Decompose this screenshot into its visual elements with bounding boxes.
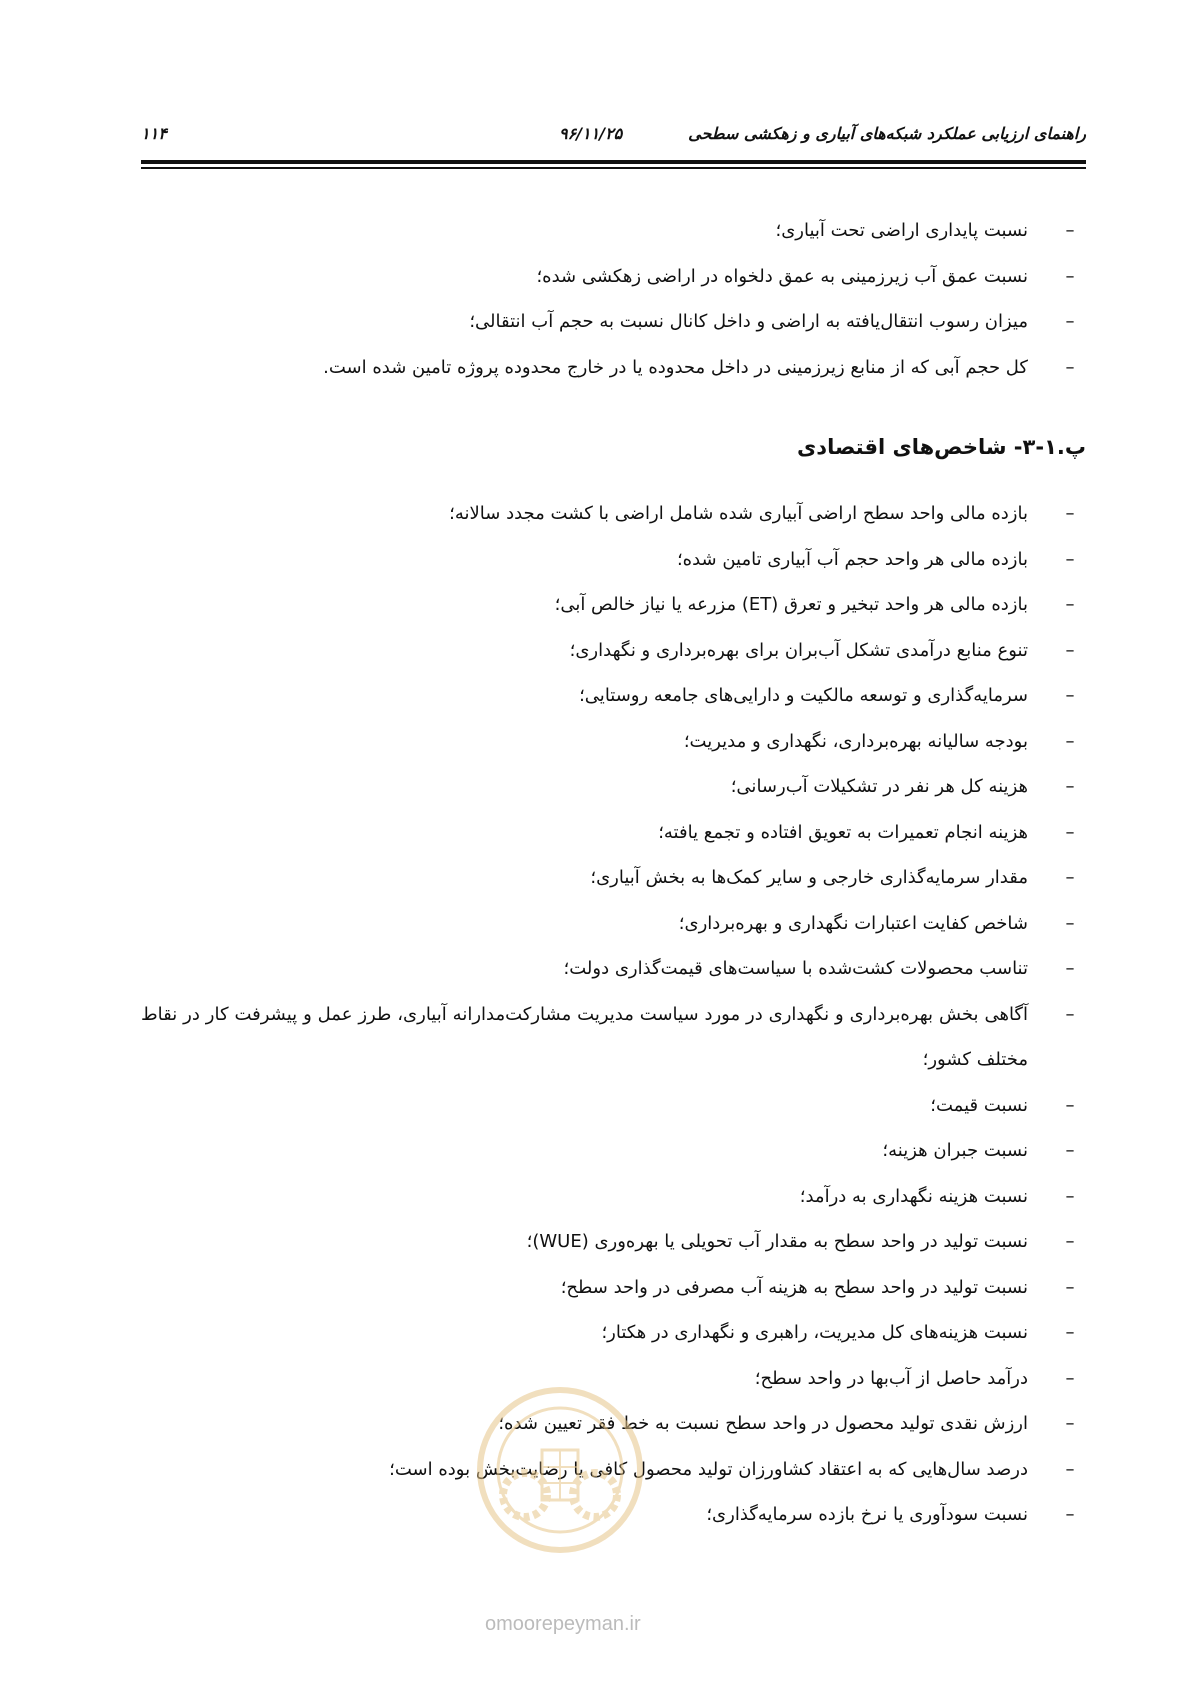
list-dash: – (1065, 1322, 1075, 1343)
list-item (141, 208, 1086, 254)
list-dash: – (1065, 311, 1075, 332)
page-header (141, 124, 1086, 152)
list-item (141, 254, 1086, 300)
list-item (141, 1174, 1086, 1220)
list-item-text: نسبت سودآوری یا نرخ بازده سرمایه‌گذاری؛ (706, 1504, 1028, 1525)
list-dash: – (1065, 912, 1075, 934)
list-dash: – (1065, 1140, 1075, 1161)
list-dash: – (1065, 1504, 1075, 1525)
list-item (141, 810, 1086, 856)
list-item-text: نسبت پایداری اراضی تحت آبیاری؛ (775, 220, 1028, 241)
list-item-text: هزینه کل هر نفر در تشکیلات آب‌رسانی؛ (730, 776, 1028, 797)
list-dash: – (1065, 1367, 1075, 1389)
list-dash: – (1065, 265, 1075, 287)
list-dash: – (1065, 685, 1075, 706)
list-item-text: بودجه سالیانه بهره‌برداری، نگهداری و مدیریت؛ (683, 730, 1028, 752)
list-item (141, 673, 1086, 719)
page-number: ۱۱۴ (141, 124, 167, 143)
list-dash: – (1065, 1003, 1075, 1025)
list-item-text: نسبت هزینه‌های کل مدیریت، راهبری و نگهداری در هکتار؛ (601, 1322, 1028, 1343)
list-dash: – (1065, 1185, 1075, 1207)
watermark-url: omoorepeyman.ir (485, 1613, 641, 1635)
header-rule-thin (141, 167, 1086, 169)
list-item (141, 901, 1086, 947)
list-dash: – (1065, 1231, 1075, 1252)
list-item-text: نسبت تولید در واحد سطح به مقدار آب تحویلی یا بهره‌وری (WUE)؛ (526, 1231, 1028, 1252)
list-dash: – (1065, 821, 1075, 843)
list-dash: – (1065, 776, 1075, 797)
list-item-text: ارزش نقدی تولید محصول در واحد سطح نسبت به خط فقر تعیین شده؛ (498, 1413, 1028, 1434)
list-dash: – (1065, 220, 1075, 241)
list-item (141, 1128, 1086, 1174)
list-item-text: بازده مالی واحد سطح اراضی آبیاری شده شامل اراضی با کشت مجدد سالانه؛ (449, 503, 1028, 524)
header-rule-thick (141, 160, 1086, 164)
list-dash: – (1065, 503, 1075, 524)
list-item (141, 582, 1086, 628)
list-item (141, 1219, 1086, 1265)
list-section-1 (141, 208, 1086, 390)
list-item-text: نسبت تولید در واحد سطح به هزینه آب مصرفی در واحد سطح؛ (560, 1276, 1028, 1298)
list-item-text: سرمایه‌گذاری و توسعه مالکیت و دارایی‌های جامعه روستایی؛ (579, 685, 1028, 706)
list-item (141, 946, 1086, 992)
list-dash: – (1065, 548, 1075, 570)
list-dash: – (1065, 867, 1075, 888)
list-item-text: مقدار سرمایه‌گذاری خارجی و سایر کمک‌ها به بخش آبیاری؛ (590, 867, 1028, 888)
list-item-text: میزان رسوب انتقال‌یافته به اراضی و داخل کانال نسبت به حجم آب انتقالی؛ (469, 311, 1028, 332)
list-item-text: نسبت جبران هزینه؛ (882, 1140, 1028, 1161)
list-item-text: شاخص کفایت اعتبارات نگهداری و بهره‌برداری؛ (678, 912, 1028, 934)
list-item-text: نسبت هزینه نگهداری به درآمد؛ (799, 1185, 1028, 1207)
list-item-text: آگاهی بخش بهره‌برداری و نگهداری در مورد سیاست مدیریت مشارکت‌مدارانه آبیاری، طرز عمل و پیشرفت کار در نقاط مختلف کشور؛ (141, 1003, 1028, 1070)
list-dash: – (1065, 594, 1075, 615)
list-dash: – (1065, 1413, 1075, 1434)
list-item-text: هزینه انجام تعمیرات به تعویق افتاده و تجمع یافته؛ (658, 821, 1028, 843)
list-item (141, 299, 1086, 345)
list-item-text: نسبت عمق آب زیرزمینی به عمق دلخواه در اراضی زهکشی شده؛ (536, 265, 1028, 287)
bullet-list-1 (141, 208, 1086, 390)
list-dash: – (1065, 1458, 1075, 1480)
header-title: راهنمای ارزیابی عملکرد شبکه‌های آبیاری و زهکشی سطحی (688, 124, 1086, 143)
list-item (141, 491, 1086, 537)
list-item (141, 1310, 1086, 1356)
list-item-text: درآمد حاصل از آب‌بها در واحد سطح؛ (754, 1367, 1028, 1389)
list-item-text: درصد سال‌هایی که به اعتقاد کشاورزان تولید محصول کافی یا رضایت‌بخش بوده است؛ (389, 1458, 1028, 1480)
list-item (141, 855, 1086, 901)
list-item-text: تناسب محصولات کشت‌شده با سیاست‌های قیمت‌گذاری دولت؛ (563, 958, 1028, 979)
list-item-text: نسبت قیمت؛ (930, 1094, 1028, 1116)
list-item (141, 992, 1086, 1083)
list-item (141, 345, 1086, 391)
list-dash: – (1065, 958, 1075, 979)
header-date: ۹۶/۱۱/۲۵ (559, 124, 623, 143)
section-heading: پ.۱-۳- شاخص‌های اقتصادی (797, 435, 1086, 459)
list-item-text: کل حجم آبی که از منابع زیرزمینی در داخل محدوده یا در خارج محدوده پروژه تامین شده است. (323, 356, 1028, 378)
list-item (141, 719, 1086, 765)
list-dash: – (1065, 1094, 1075, 1116)
list-item (141, 537, 1086, 583)
list-item (141, 1083, 1086, 1129)
list-item (141, 628, 1086, 674)
list-dash: – (1065, 1276, 1075, 1298)
list-dash: – (1065, 730, 1075, 752)
list-dash: – (1065, 356, 1075, 378)
list-item (141, 1265, 1086, 1311)
list-item (141, 764, 1086, 810)
list-dash: – (1065, 639, 1075, 661)
watermark-seal-icon (470, 1380, 650, 1560)
list-item-text: بازده مالی هر واحد تبخیر و تعرق (ET) مزرعه یا نیاز خالص آبی؛ (554, 594, 1028, 615)
list-item-text: تنوع منابع درآمدی تشکل آب‌بران برای بهره‌برداری و نگهداری؛ (569, 639, 1028, 661)
list-item-text: بازده مالی هر واحد حجم آب آبیاری تامین شده؛ (676, 548, 1028, 570)
